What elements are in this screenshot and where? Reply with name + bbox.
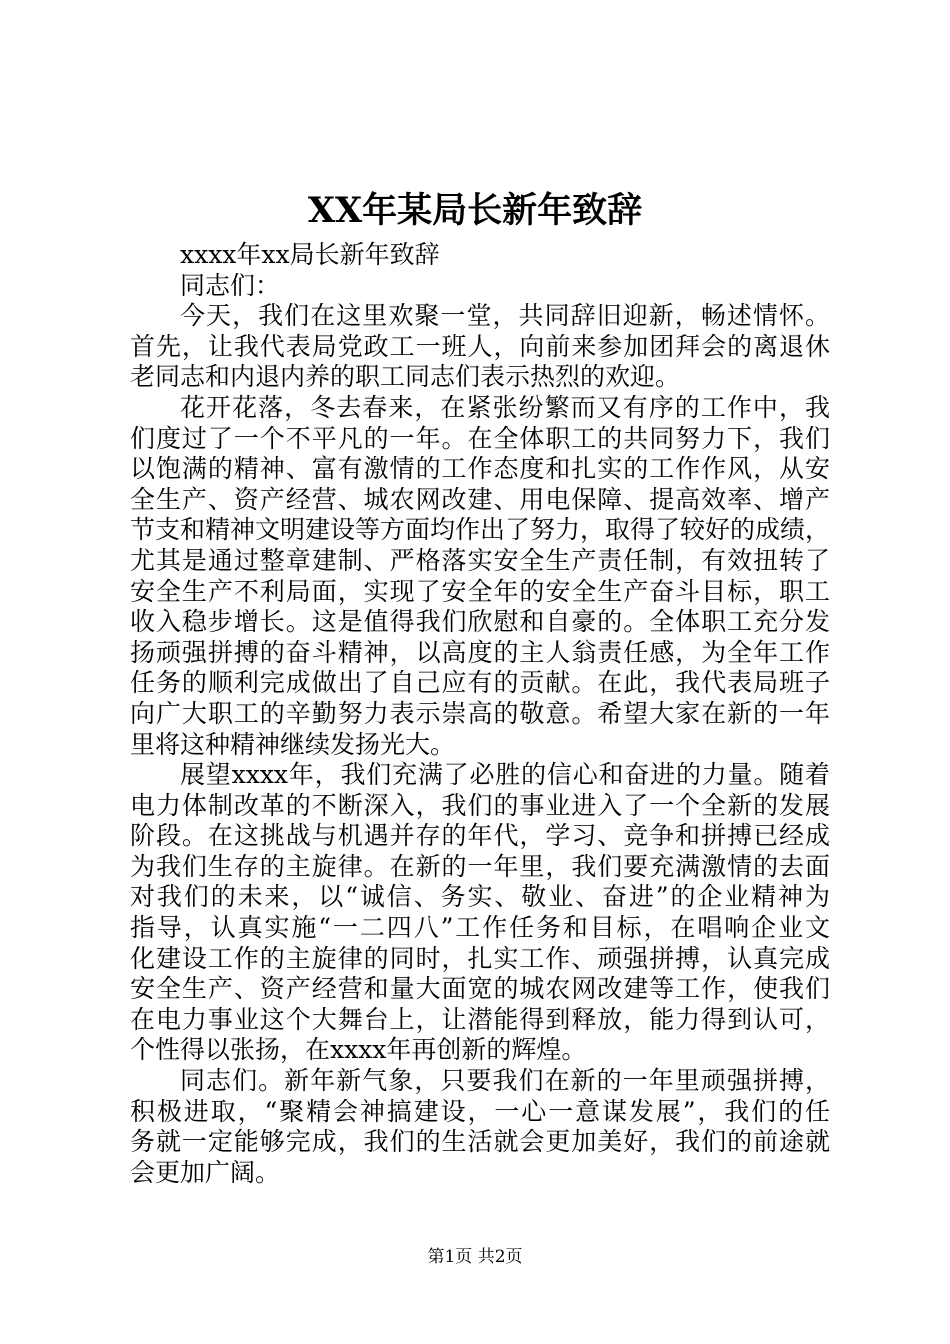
body-line: 积极进取，“聚精会神搞建设，一心一意谋发展”，我们的任 (130, 1096, 830, 1126)
body-line: 们度过了一个不平凡的一年。在全体职工的共同努力下，我们 (130, 423, 830, 453)
body-line: 安全生产、资产经营和量大面宽的城农网改建等工作，使我们 (130, 974, 830, 1004)
document-title: XX年某局长新年致辞 (307, 190, 643, 231)
body-line: 化建设工作的主旋律的同时，扎实工作、顽强拼搏，认真完成 (130, 943, 830, 973)
page-number-footer: 第1页 共2页 (427, 1247, 523, 1267)
body-line: 指导，认真实施“一二四八”工作任务和目标，在唱响企业文 (130, 913, 830, 943)
body-line: 同志们。新年新气象，只要我们在新的一年里顽强拼搏， (180, 1066, 830, 1096)
body-line: 扬顽强拼搏的奋斗精神，以高度的主人翁责任感，为全年工作 (130, 637, 830, 667)
document-body (130, 240, 830, 1188)
body-line: 首先，让我代表局党政工一班人，向前来参加团拜会的离退休 (130, 331, 830, 361)
body-line: 在电力事业这个大舞台上，让潜能得到释放，能力得到认可， (130, 1004, 830, 1034)
body-line: 阶段。在这挑战与机遇并存的年代，学习、竞争和拼搏已经成 (130, 821, 830, 851)
body-line: 会更加广阔。 (130, 1157, 281, 1187)
body-line: 任务的顺利完成做出了自己应有的贡献。在此，我代表局班子 (130, 668, 830, 698)
body-line: 个性得以张扬，在xxxx年再创新的辉煌。 (130, 1035, 587, 1065)
body-line: 全生产、资产经营、城农网改建、用电保障、提高效率、增产 (130, 484, 830, 514)
body-line: 节支和精神文明建设等方面均作出了努力，取得了较好的成绩， (130, 515, 831, 545)
body-line: 向广大职工的辛勤努力表示崇高的敬意。希望大家在新的一年 (130, 698, 830, 728)
body-line: 老同志和内退内养的职工同志们表示热烈的欢迎。 (130, 362, 681, 392)
body-line: xxxx年xx局长新年致辞 (180, 240, 440, 269)
body-line: 安全生产不利局面，实现了安全年的安全生产奋斗目标，职工 (130, 576, 830, 606)
body-line: 花开花落，冬去春来，在紧张纷繁而又有序的工作中，我 (180, 392, 830, 422)
body-line: 以饱满的精神、富有激情的工作态度和扎实的工作作风，从安 (130, 454, 830, 484)
body-line: 展望xxxx年，我们充满了必胜的信心和奋进的力量。随着 (180, 760, 830, 790)
body-line: 收入稳步增长。这是值得我们欣慰和自豪的。全体职工充分发 (130, 607, 830, 637)
body-line: 今天，我们在这里欢聚一堂，共同辞旧迎新，畅述情怀。 (180, 301, 830, 331)
body-line: 电力体制改革的不断深入，我们的事业进入了一个全新的发展 (130, 790, 830, 820)
body-line: 为我们生存的主旋律。在新的一年里，我们要充满激情的去面 (130, 851, 830, 881)
body-line: 尤其是通过整章建制、严格落实安全生产责任制，有效扭转了 (130, 545, 830, 575)
body-line: 同志们： (180, 270, 281, 300)
body-line: 务就一定能够完成，我们的生活就会更加美好，我们的前途就 (130, 1127, 830, 1157)
body-line: 对我们的未来，以“诚信、务实、敬业、奋进”的企业精神为 (130, 882, 830, 912)
body-line: 里将这种精神继续发扬光大。 (130, 729, 456, 759)
